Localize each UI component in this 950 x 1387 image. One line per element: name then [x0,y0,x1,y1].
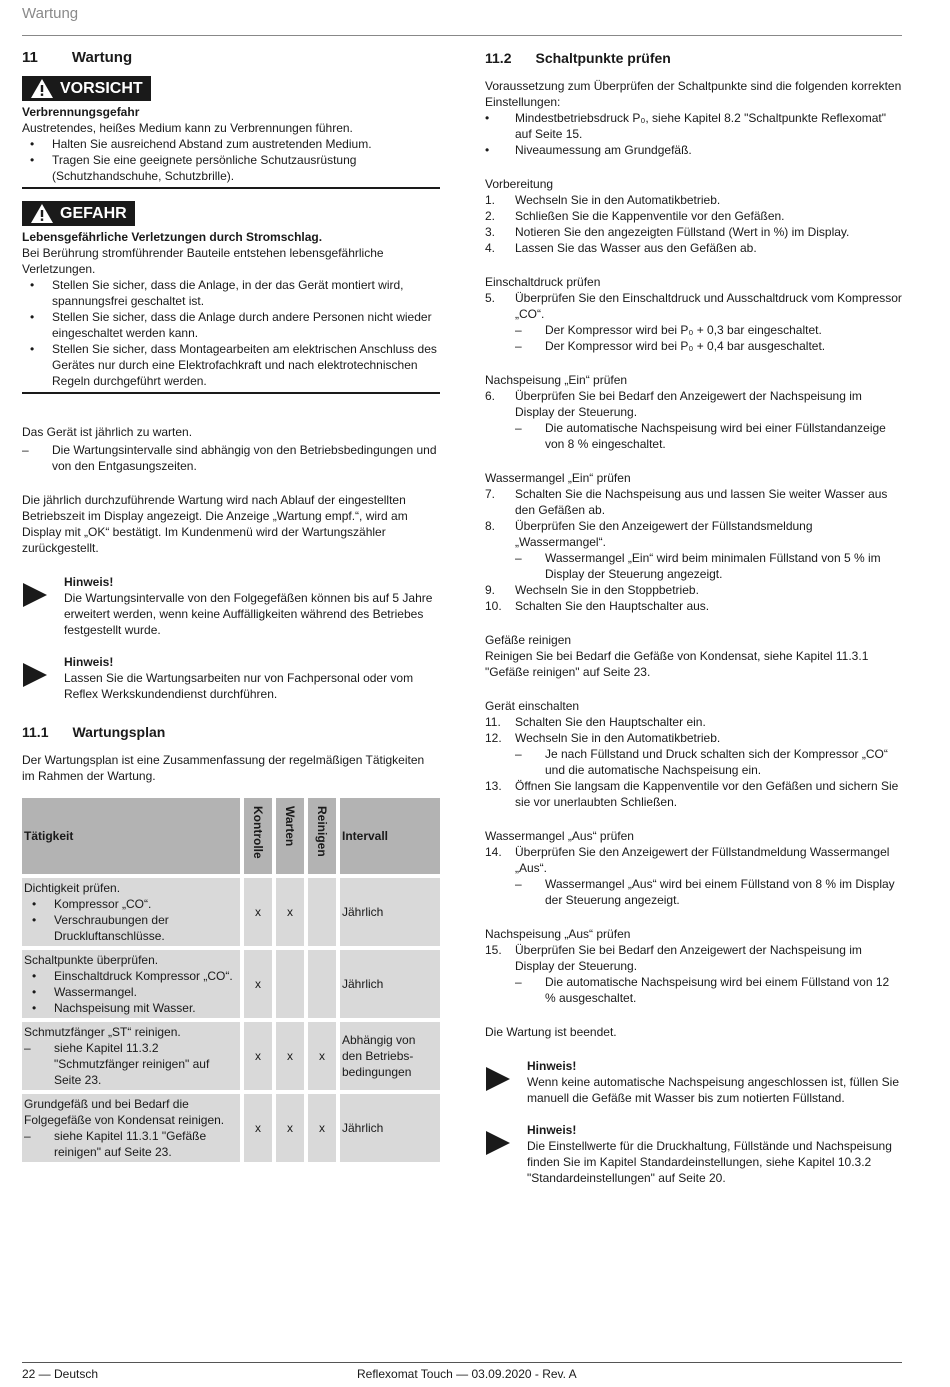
sub-step: – Die automatische Nachspeisung wird bei einer Füllstandanzeige von 8 % eingeschaltet. [515,421,886,451]
dash-item: – Die Wartungsintervalle sind abhängig von den Betriebsbedingungen und von den Entgasungszeiten. [22,443,437,473]
hint-title: Hinweis! [64,575,114,589]
step: 15. Überprüfen Sie bei Bedarf den Anzeigewert der Nachspeisung im Display der Steuerung. [485,943,862,973]
step-group-label: Wassermangel „Ein“ prüfen [485,471,631,485]
step-group-label: Einschaltdruck prüfen [485,275,601,289]
footer-page: 22 — Deutsch [22,1367,99,1381]
play-arrow-icon [22,582,48,608]
caution-text: Austretendes, heißes Medium kann zu Verbrennungen führen. [22,121,353,135]
paragraph: Voraussetzung zum Überprüfen der Schaltpunkte sind die folgenden korrekten Einstellungen: [485,79,902,109]
hint-box [485,1058,903,1106]
step: 12. Wechseln Sie in den Automatikbetrieb. [485,731,721,745]
header-rule [22,35,902,36]
step: 2. Schließen Sie die Kappenventile vor den Gefäßen. [485,209,785,223]
running-header: Wartung [22,5,79,22]
col-header-activity: Tätigkeit [22,798,240,874]
list-item: • Niveaumessung am Grundgefäß. [485,143,692,157]
step: 8. Überprüfen Sie den Anzeigewert der Füllstandsmeldung „Wassermangel“. [485,519,813,549]
hint-text: Lassen Sie die Wartungsarbeiten nur von Fachpersonal oder vom Reflex Werkskundendienst durchführen. [64,671,414,701]
danger-box [22,201,440,394]
step: 14. Überprüfen Sie den Anzeigewert der Füllstandmeldung Wassermangel „Aus“. [485,845,890,875]
step: 1. Wechseln Sie in den Automatikbetrieb. [485,193,721,207]
play-arrow-icon [485,1130,511,1156]
sub-step: – Wassermangel „Aus“ wird bei einem Füllstand von 8 % im Display der Steuerung angezeigt. [515,877,895,907]
danger-label: GEFAHR [60,204,127,222]
table-row: Grundgefäß und bei Bedarf die Folgegefäße von Kondensat reinigen. – siehe Kapitel 11.3.1 "Gefäße reinigen" auf Seite 23. x x x Jährlich [22,1094,440,1162]
step: 6. Überprüfen Sie bei Bedarf den Anzeigewert der Nachspeisung im Display der Steuerung. [485,389,862,419]
footer-rule [22,1362,902,1363]
table-row: Schmutzfänger „ST“ reinigen. – siehe Kapitel 11.3.2 "Schmutzfänger reinigen" auf Seite 23. x x x Abhängig von den Betriebs-bedingungen [22,1022,440,1090]
list-item: • Tragen Sie eine geeignete persönliche Schutzausrüstung (Schutzhandschuhe, Schutzbrille). [22,152,440,184]
caution-box [22,76,440,189]
warning-triangle-icon [30,203,54,224]
left-column [22,50,440,1166]
step: 13. Öffnen Sie langsam die Kappenventile vor den Gefäßen und sichern Sie sie vor unerlaubten Schließen. [485,779,899,809]
step: 5. Überprüfen Sie den Einschaltdruck und Ausschaltdruck vom Kompressor „CO“. [485,291,902,321]
section-heading [22,50,440,66]
step-group-label: Gerät einschalten [485,699,580,713]
warning-triangle-icon [30,78,54,99]
hint-text: Wenn keine automatische Nachspeisung angeschlossen ist, füllen Sie manuell die Gefäße mit Wasser bis zum notierten Füllstand. [527,1075,899,1105]
step-group-label: Wassermangel „Aus“ prüfen [485,829,634,843]
hint-title: Hinweis! [527,1059,577,1073]
list-item: • Stellen Sie sicher, dass die Anlage durch andere Personen nicht wieder eingeschaltet werden kann. [30,310,432,340]
hint-text: Die Einstellwerte für die Druckhaltung, Füllstände und Nachspeisung finden Sie im Kapitel Standardeinstellungen, siehe Kapitel 10.3.2 "Standardeinstellungen" auf Seite 20. [527,1139,892,1185]
maintenance-table [18,794,444,1166]
sub-step: – Der Kompressor wird bei P₀ + 0,4 bar ausgeschaltet. [515,339,826,353]
hint-box [22,654,440,702]
step: 10. Schalten Sie den Hauptschalter aus. [485,599,710,613]
bullet: • [30,153,35,167]
danger-subtitle: Lebensgefährliche Verletzungen durch Stromschlag. [22,230,323,244]
bullet: • [30,137,35,151]
danger-text: Bei Berührung stromführender Bauteile entstehen lebensgefährliche Verletzungen. [22,246,384,276]
table-row: Schaltpunkte überprüfen. • Einschaltdruck Kompressor „CO“. • Wassermangel. • Nachspeisung mit Wasser. x Jährlich [22,950,440,1018]
list-item: • Mindestbetriebsdruck P₀, siehe Kapitel 8.2 "Schaltpunkte Reflexomat" auf Seite 15. [485,111,887,141]
step-group-label: Vorbereitung [485,177,554,191]
col-header-interval: Intervall [340,798,440,874]
step: 11. Schalten Sie den Hauptschalter ein. [485,715,706,729]
paragraph: Die Wartung ist beendet. [485,1025,617,1039]
list-item: • Stellen Sie sicher, dass Montagearbeiten am elektrischen Anschluss des Gerätes nur durch eine Elektrofachkraft und nach elektrotechnischen Regeln durchgeführt werden. [30,342,437,388]
step: 7. Schalten Sie die Nachspeisung aus und lassen Sie weiter Wasser aus den Gefäßen ab. [485,487,888,517]
caution-badge [22,76,151,101]
paragraph: Der Wartungsplan ist eine Zusammenfassung der regelmäßigen Tätigkeiten im Rahmen der Wartung. [22,753,425,783]
col-header-service: Warten [276,798,304,874]
table-header-row [22,798,440,874]
col-header-clean: Reinigen [308,798,336,874]
paragraph: Das Gerät ist jährlich zu warten. [22,425,193,439]
hint-title: Hinweis! [64,655,114,669]
section-title: Wartung [71,49,133,66]
hint-text: Die Wartungsintervalle von den Folgegefäßen können bis auf 5 Jahre erweitert werden, wenn keine Auffälligkeiten während des Betriebes festgestellt wurde. [64,591,433,637]
step: 3. Notieren Sie den angezeigten Füllstand (Wert in %) im Display. [485,225,850,239]
subsection-heading: 11.2 Schaltpunkte prüfen [485,50,671,66]
hint-title: Hinweis! [527,1123,577,1137]
play-arrow-icon [22,662,48,688]
right-column [485,50,903,1194]
step: 4. Lassen Sie das Wasser aus den Gefäßen ab. [485,241,757,255]
paragraph: Die jährlich durchzuführende Wartung wird nach Ablauf der eingestellten Betriebszeit im Display angezeigt. Die Anzeige „Wartung empf.“, wird am Display mit „OK“ bestätigt. Im Kundenmenü wird der Wartungszähler zurückgestellt. [22,493,408,555]
paragraph: Reinigen Sie bei Bedarf die Gefäße von Kondensat, siehe Kapitel 11.3.1 "Gefäße reinigen" auf Seite 23. [485,649,869,679]
section-number: 11 [22,49,38,66]
play-arrow-icon [485,1066,511,1092]
sub-step: – Je nach Füllstand und Druck schalten sich der Kompressor „CO“ und die automatische Nachspeisung ein. [515,747,888,777]
step: 9. Wechseln Sie in den Stoppbetrieb. [485,583,699,597]
hint-box [485,1122,903,1186]
col-header-check: Kontrolle [244,798,272,874]
caution-label: VORSICHT [60,79,143,97]
step-group-label: Nachspeisung „Ein“ prüfen [485,373,628,387]
list-item: • Stellen Sie sicher, dass die Anlage, in der das Gerät montiert wird, spannungsfrei geschaltet ist. [30,278,404,308]
danger-badge [22,201,135,226]
step-group-label: Gefäße reinigen [485,633,572,647]
table-row: Dichtigkeit prüfen. • Kompressor „CO“. • Verschraubungen der Druckluftanschlüsse. x x Jährlich [22,878,440,946]
list-item: • Halten Sie ausreichend Abstand zum austretenden Medium. [22,136,440,152]
step-group-label: Nachspeisung „Aus“ prüfen [485,927,631,941]
hint-box [22,574,440,638]
sub-step: – Wassermangel „Ein“ wird beim minimalen Füllstand von 5 % im Display der Steuerung angezeigt. [515,551,881,581]
sub-step: – Der Kompressor wird bei P₀ + 0,3 bar eingeschaltet. [515,323,822,337]
sub-step: – Die automatische Nachspeisung wird bei einem Füllstand von 12 % ausgeschaltet. [515,975,890,1005]
caution-subtitle: Verbrennungsgefahr [22,105,140,119]
footer-doc: Reflexomat Touch — 03.09.2020 - Rev. A [357,1367,577,1381]
subsection-heading: 11.1 Wartungsplan [22,724,166,740]
